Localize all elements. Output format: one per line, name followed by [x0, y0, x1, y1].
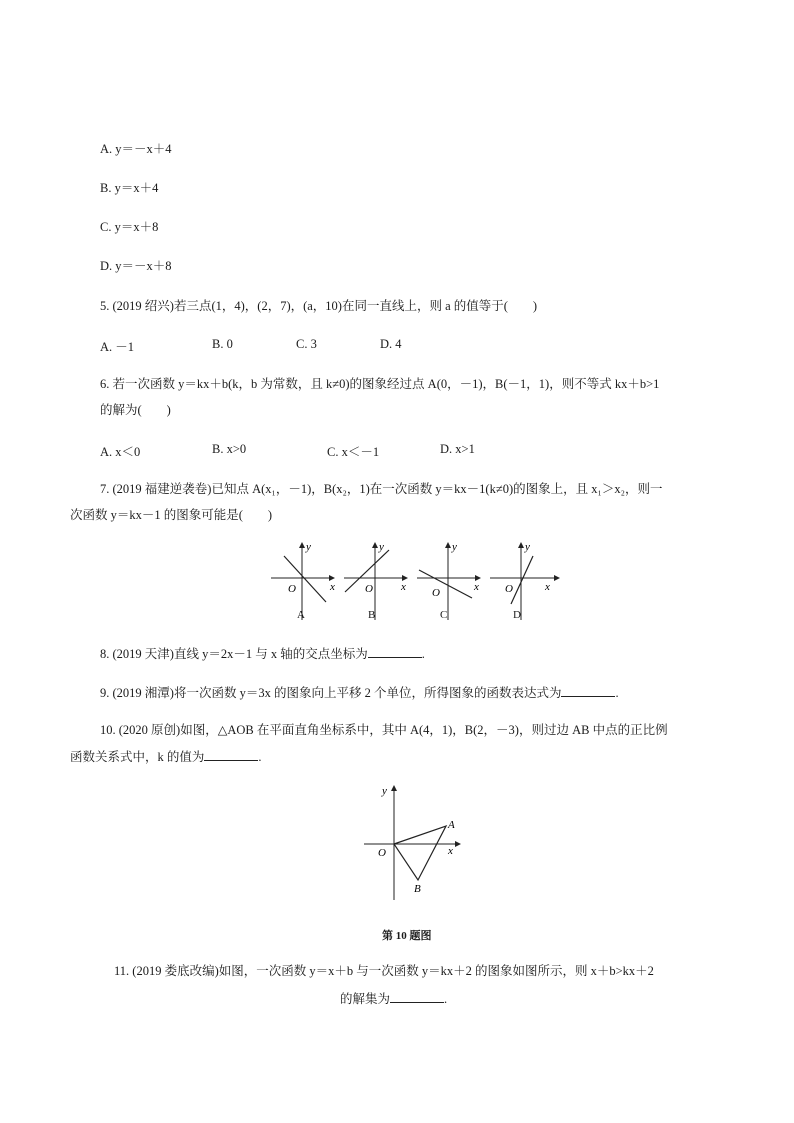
q5-option-c: C. 3	[296, 337, 317, 351]
question-11-line1: 11. (2019 娄底改编)如图，一次函数 y＝x＋b 与一次函数 y＝kx＋2 的图象如图所示，则 x＋b>kx＋2	[114, 964, 654, 978]
question-9-end: .	[615, 686, 619, 700]
question-8	[100, 645, 425, 662]
question-8-text: 8. (2019 天津)直线 y＝2x－1 与 x 轴的交点坐标为	[100, 647, 368, 661]
question-11-end: .	[444, 992, 448, 1006]
graph-a-origin: O	[288, 583, 296, 595]
q10-figure	[360, 782, 470, 902]
fig-y-label: y	[382, 785, 387, 797]
graph-label-b: B	[368, 609, 376, 621]
option-b: B. y＝x＋4	[100, 181, 159, 195]
graph-c-x: x	[474, 581, 479, 593]
graph-d-x: x	[545, 581, 550, 593]
question-7-line1: 7. (2019 福建逆袭卷)已知点 A(x₁，－1)，B(x₂，1)在一次函数 y＝kx－1(k≠0)的图象上，且 x₁＞x₂，则一	[100, 482, 663, 496]
graph-label-c: C	[440, 609, 448, 621]
fig-point-b: B	[414, 883, 421, 895]
graph-c-y: y	[452, 541, 457, 553]
graph-label-a: A	[297, 609, 305, 621]
question-11-line2-text: 的解集为	[340, 992, 391, 1006]
question-6-line1: 6. 若一次函数 y＝kx＋b(k，b 为常数，且 k≠0)的图象经过点 A(0，－1)，B(－1，1)，则不等式 kx＋b>1	[100, 377, 660, 391]
question-6-line2: 的解为( )	[100, 403, 171, 417]
graph-d-origin: O	[505, 583, 513, 595]
question-9-text: 9. (2019 湘潭)将一次函数 y＝3x 的图象向上平移 2 个单位，所得图象的函数表达式为	[100, 686, 562, 700]
q7-graphs	[268, 540, 568, 630]
question-9	[100, 684, 619, 701]
option-c: C. y＝x＋8	[100, 220, 159, 234]
q5-option-a: A. －1	[100, 340, 135, 354]
graph-b-y: y	[379, 541, 384, 553]
fig-origin: O	[378, 847, 386, 859]
question-7-line2: 次函数 y＝kx－1 的图象可能是( )	[70, 508, 273, 522]
fig-x-label: x	[448, 845, 453, 857]
question-10-line2	[70, 748, 262, 765]
q5-option-d: D. 4	[380, 337, 402, 351]
graph-b	[344, 541, 407, 620]
answer-blank-8[interactable]	[368, 645, 422, 658]
answer-blank-11[interactable]	[390, 990, 444, 1003]
option-d: D. y＝－x＋8	[100, 259, 172, 273]
q6-option-a: A. x＜0	[100, 445, 141, 459]
graph-a-x: x	[330, 581, 335, 593]
question-10-end: .	[258, 750, 262, 764]
graph-c	[417, 541, 480, 620]
q6-option-d: D. x>1	[440, 442, 475, 456]
answer-blank-9[interactable]	[561, 684, 615, 697]
graph-a-y: y	[306, 541, 311, 553]
graph-b-x: x	[401, 581, 406, 593]
answer-blank-10[interactable]	[204, 748, 258, 761]
question-10-line1: 10. (2020 原创)如图，△AOB 在平面直角坐标系中，其中 A(4，1)，B(2，－3)，则过边 AB 中点的正比例	[100, 723, 668, 737]
figure-caption: 第 10 题图	[382, 930, 432, 942]
graph-label-d: D	[513, 609, 521, 621]
question-10-line2-text: 函数关系式中，k 的值为	[70, 750, 205, 764]
question-8-end: .	[421, 647, 425, 661]
graph-d	[490, 541, 559, 620]
graph-b-origin: O	[365, 583, 373, 595]
graph-c-origin: O	[432, 587, 440, 599]
q5-option-b: B. 0	[212, 337, 233, 351]
question-11-line2	[340, 990, 447, 1007]
fig-point-a: A	[448, 819, 455, 831]
option-a: A. y＝－x＋4	[100, 142, 172, 156]
graph-d-y: y	[525, 541, 530, 553]
q6-option-c: C. x＜－1	[327, 445, 380, 459]
question-5: 5. (2019 绍兴)若三点(1，4)，(2，7)，(a，10)在同一直线上，则 a 的值等于( )	[100, 299, 538, 313]
q6-option-b: B. x>0	[212, 442, 247, 456]
